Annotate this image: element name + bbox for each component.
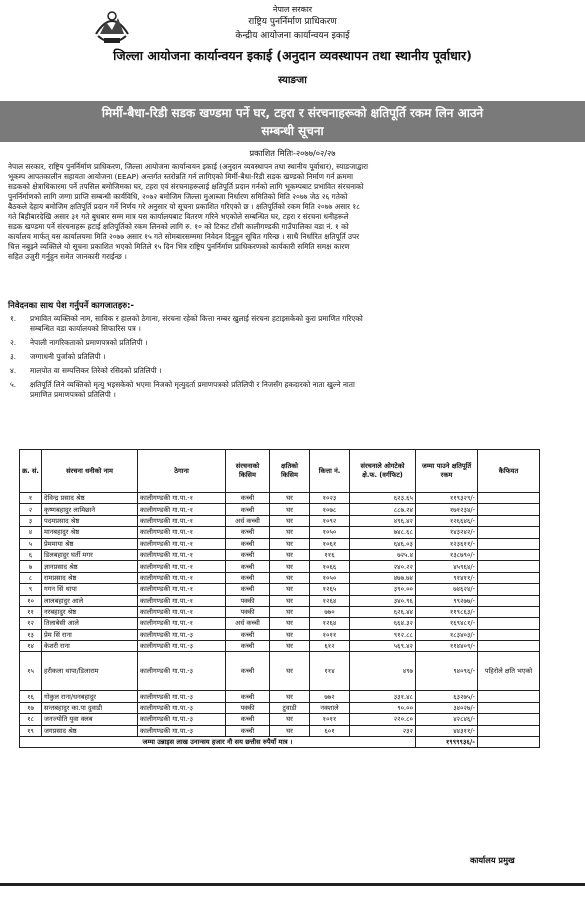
table-cell: ९१४११/-	[416, 572, 478, 583]
table-cell: १५	[20, 652, 42, 691]
table-cell: सन्तबहादुर का.पा दुवाडी	[42, 702, 138, 713]
table-cell	[478, 691, 540, 702]
table-cell: २३२	[350, 725, 416, 736]
column-header: जम्मा पाउने क्षतिपूर्ति रकम	[416, 450, 478, 493]
table-cell: जगप्रसाद श्रेष्ठ	[42, 725, 138, 736]
body-line: गते बिहीबारदेखि असार ३१ गते बुधबार सम्म मात्र यस कार्यालयबाट वितरण गरिने भएकोले सम्बन्धित घर, टहरा र संरचना धनीहरूले	[8, 212, 349, 221]
table-cell: कालीगण्डकी गा.पा.-१	[138, 538, 226, 549]
table-row	[20, 549, 540, 560]
table-cell: ४२८४६/-	[416, 714, 478, 725]
column-header: ठेगाना	[138, 450, 226, 493]
table-cell: घर	[270, 641, 310, 652]
table-cell: १	[20, 493, 42, 504]
table-cell: ५६९.४२	[350, 641, 416, 652]
table-cell: ६२६.४४	[350, 606, 416, 617]
table-cell: पक्की	[226, 702, 270, 713]
heading-line-1: मिर्मी-बैधा-रिडी सडक खण्डमा पर्ने घर, टहरा र संरचनाहरूको क्षतिपूर्ति रकम लिन आउने	[101, 106, 484, 120]
table-cell: कालीगण्डकी गा.पा.-१	[138, 493, 226, 504]
table-cell: ४९६.४२	[350, 515, 416, 526]
table-cell: १२६६४६/-	[416, 515, 478, 526]
table-cell: ७४६२४/-	[416, 584, 478, 595]
table-cell: घर	[270, 652, 310, 691]
table-cell: १०११	[310, 629, 350, 640]
body-line: भूकम्प आपतकालीन सहायता आयोजना (EEAP) अन्तर्गत स्तरोन्नति गर्न लागिएको मिर्मी-बैधा-रिडी सडक खण्डको निर्माण गर्न क्रममा	[8, 172, 353, 181]
table-cell: कच्ची	[226, 725, 270, 736]
table-cell	[478, 561, 540, 572]
table-cell: कालीगण्डकी गा.पा.-३	[138, 714, 226, 725]
body-line: सडक खण्डमा पर्ने संरचनाहरू हटाई क्षतिपूर्तिको रकम लिनको लागि रु. १० को टिकट टाँसी कालीगण्डकी गाउँपालिका वडा नं. १ को	[8, 222, 349, 231]
body-line: पुनर्निर्माणको लागि जग्गा प्राप्ति सम्बन्धी कार्यविधि, २०७२ बमोजिम जिल्ला मुआब्जा निर्धारण समितिको मिति २०७७ जेठ २६ गतेको	[8, 192, 348, 201]
requirement-number: १.	[10, 314, 17, 323]
table-row	[20, 618, 540, 629]
compensation-table	[19, 449, 540, 748]
table-cell: ६४६.०३	[350, 538, 416, 549]
table-cell: ६१२	[310, 641, 350, 652]
table-cell: १०६६	[310, 561, 350, 572]
published-date: प्रकाशित मितिः-२०७७/०२/२७	[249, 148, 336, 158]
body-line: सहित उजुरी गर्नुहुन समेत जानकारी गराईन्छ ।	[8, 252, 127, 261]
table-cell: घर	[270, 629, 310, 640]
table-cell: ४९७	[350, 652, 416, 691]
table-cell: घर	[270, 515, 310, 526]
table-cell: २२०.८०	[350, 714, 416, 725]
table-cell: ७४८.६८	[350, 527, 416, 538]
table-cell	[478, 572, 540, 583]
table-cell: ४५९६४/-	[416, 561, 478, 572]
column-header: संरचना धनीको नाम	[42, 450, 138, 493]
table-cell: २	[20, 504, 42, 515]
table-cell: घर	[270, 538, 310, 549]
table-cell: कालीगण्डकी गा.पा.-१	[138, 515, 226, 526]
table-cell: घर	[270, 504, 310, 515]
table-cell: अर्ध कच्ची	[226, 515, 270, 526]
table-row	[20, 595, 540, 606]
table-cell: १०११	[310, 714, 350, 725]
table-cell: ११६	[310, 549, 350, 560]
table-cell: घर	[270, 618, 310, 629]
table-body	[20, 493, 540, 748]
requirement-item	[10, 366, 550, 376]
body-line: कार्यालय मार्फत् यस कार्यालयमा मिति २०७७ असार १५ गते सोमबारसम्ममा निवेदन दिनुहुन सूचित गरिन्छ । साथै निर्धारित क्षतिपूर्ति उपर	[8, 232, 360, 241]
table-row	[20, 572, 540, 583]
table-row	[20, 641, 540, 652]
table-row	[20, 702, 540, 713]
table-cell: १३	[20, 629, 42, 640]
requirement-number: ५.	[10, 380, 17, 389]
column-header: कैफियत	[478, 450, 540, 493]
table-cell: ४७७.७४	[350, 572, 416, 583]
table-cell: मानबहादुर श्रेष्ठ	[42, 527, 138, 538]
table-cell: ९१२.८८	[350, 629, 416, 640]
table-cell: ११९८६३/-	[416, 606, 478, 617]
table-cell: ६२३.६५	[350, 493, 416, 504]
table-cell	[478, 527, 540, 538]
body-paragraph	[8, 162, 553, 262]
header-line-1: नेपाल सरकार	[272, 5, 313, 14]
table-cell: कृष्णबहादुर लामिछाने	[42, 504, 138, 515]
table-cell: ४४३११/-	[416, 725, 478, 736]
requirement-text: जग्गाधनी पुर्जाको प्रतिलिपी ।	[30, 352, 106, 361]
table-cell: घर	[270, 527, 310, 538]
table-cell: कच्ची	[226, 629, 270, 640]
table-row	[20, 584, 540, 595]
table-cell	[478, 618, 540, 629]
table-cell: ज्ञानप्रसाद श्रेष्ठ	[42, 561, 138, 572]
requirement-text: मालपोत वा सम्पत्तिकर तिरेको रसिदको प्रतिलिपी ।	[30, 366, 162, 375]
table-cell: ९	[20, 584, 42, 595]
table-cell: कालीगण्डकी गा.पा.-३	[138, 652, 226, 691]
table-row	[20, 725, 540, 736]
table-cell: १०	[20, 595, 42, 606]
table-cell: ५	[20, 538, 42, 549]
table-cell: ३	[20, 515, 42, 526]
table-cell: कच्ची	[226, 527, 270, 538]
table-cell: १०९२	[310, 515, 350, 526]
table-cell: अर्ध कच्ची	[226, 618, 270, 629]
table-cell	[478, 515, 540, 526]
table-cell: ३३१.४८	[350, 691, 416, 702]
table-cell: टुवाडी	[270, 702, 310, 713]
table-cell: कालीगण्डकी गा.पा.-१	[138, 595, 226, 606]
table-cell: घर	[270, 691, 310, 702]
table-row	[20, 714, 540, 725]
requirements-title: निवेदनका साथ पेश गर्नुपर्ने कागजातहरु:-	[8, 300, 134, 310]
table-cell: कालीगण्डकी गा.पा.-१	[138, 561, 226, 572]
requirement-item	[10, 314, 550, 334]
table-row	[20, 629, 540, 640]
table-cell: ८	[20, 572, 42, 583]
header-line-3: केन्द्रीय आयोजना कार्यान्वयन इकाई	[235, 31, 350, 41]
requirement-number: २.	[10, 338, 17, 347]
table-total-row	[20, 737, 540, 748]
column-header: कित्ता नं.	[310, 450, 350, 493]
table-cell: कालीगण्डकी गा.पा.-१	[138, 584, 226, 595]
table-cell: कालीगण्डकी गा.पा.-१	[138, 618, 226, 629]
table-cell	[478, 629, 540, 640]
table-cell	[478, 549, 540, 560]
table-cell	[478, 584, 540, 595]
requirement-item	[10, 380, 550, 400]
notice-heading	[0, 101, 585, 142]
table-header-row	[20, 450, 540, 493]
column-header: संरचनाको किसिम	[226, 450, 270, 493]
table-cell: १०६१	[310, 538, 350, 549]
table-cell	[478, 641, 540, 652]
table-cell: रामप्रसाद श्रेष्ठ	[42, 572, 138, 583]
header-line-4: जिल्ला आयोजना कार्यान्वयन इकाई (अनुदान व्यवस्थापन तथा स्थानीय पूर्वाधार)	[113, 48, 472, 63]
requirement-text: प्रभावित व्यक्तिको नाम, साविक र हालको ठेगाना, संरचना रहेको कित्ता नम्बर खुलाई संरचना हटाइसकेको कुरा प्रमाणित गरिएको	[30, 314, 363, 323]
table-cell: कालीगण्डकी गा.पा.-१	[138, 549, 226, 560]
body-line: सडकको क्षेत्राधिकारमा पर्ने तपसिल बमोजिमका घर, टहरा एवं संरचनाहरूलाई क्षतिपूर्ति प्रदान गर्नको लागि भूकम्पबाट प्रभावित संरचनाको	[8, 182, 364, 191]
total-value: १९९९९३६/-	[416, 737, 478, 748]
requirement-text: सम्बन्धित वडा कार्यालयको सिफारिस पत्र ।	[30, 324, 141, 333]
table-cell: कालीगण्डकी गा.पा.-३	[138, 691, 226, 702]
table-cell: ११	[20, 606, 42, 617]
bottom-divider	[0, 883, 585, 886]
heading-line-2: सम्बन्धी सूचना	[261, 124, 324, 138]
requirement-item	[10, 338, 550, 348]
requirement-number: ३.	[10, 352, 17, 361]
body-line: नेपाल सरकार, राष्ट्रिय पुनर्निर्माण प्राधिकरण, जिल्ला आयोजना कार्यान्वयन इकाई (अनुदान व्यवस्थापन तथा स्थानीय पूर्वाधार), स्याङजाद्वारा	[8, 162, 369, 171]
table-cell: ११४४०९/-	[416, 641, 478, 652]
header-line-2: राष्ट्रिय पुनर्निर्माण प्राधिकरण	[248, 17, 337, 27]
table-row	[20, 515, 540, 526]
table-cell: कच्ची	[226, 493, 270, 504]
table-cell: डिलबहादुर घर्ती मगर	[42, 549, 138, 560]
table-cell: १२६४	[310, 618, 350, 629]
table-cell: १४३२४२/-	[416, 527, 478, 538]
requirements-list	[10, 314, 550, 404]
table-cell: २४०.२२	[350, 561, 416, 572]
table-cell: पहिरोले क्षति भएको	[478, 652, 540, 691]
table-cell: प्रेममाया श्रेष्ठ	[42, 538, 138, 549]
table-row	[20, 561, 540, 572]
body-line: चित्त नबुझ्ने व्यक्तिले यो सूचना प्रकाशित भएको मितिले १५ दिन भित्र राष्ट्रिय पुनर्निर्माण प्राधिकरणको कार्यकारी समिति समक्ष कारण	[8, 242, 350, 251]
table-cell	[478, 702, 540, 713]
table-cell: १७१२३४/-	[416, 504, 478, 515]
body-line: बैठकले देहाय बमोजिम क्षतिपूर्ति प्रदान गर्ने निर्णय गरे अनुसार यो सूचना प्रकाशित गरिएको छ । क्षतिपूर्तिको रकम मिति २०७७ असार १८	[8, 202, 360, 211]
total-empty-cell	[478, 737, 540, 748]
table-cell: ११९३२९/-	[416, 493, 478, 504]
table-cell	[478, 595, 540, 606]
table-cell: घर	[270, 606, 310, 617]
table-cell	[478, 504, 540, 515]
requirement-text: नेपाली नागरिकताको प्रमाणपत्रको प्रतिलिपी ।	[30, 338, 148, 347]
table-cell	[478, 725, 540, 736]
table-cell: घर	[270, 725, 310, 736]
table-cell: १४	[20, 641, 42, 652]
table-cell: ६३२७५/-	[416, 691, 478, 702]
table-cell	[478, 493, 540, 504]
table-cell: ११४	[310, 652, 350, 691]
table-cell: ७२५.४	[350, 549, 416, 560]
table-cell: कालीगण्डकी गा.पा.-१	[138, 606, 226, 617]
table-cell: १०५०	[310, 572, 350, 583]
table-cell: कालीगण्डकी गा.पा.-१	[138, 527, 226, 538]
table-cell: ९०.००	[350, 702, 416, 713]
table-cell: ६०१	[310, 725, 350, 736]
table-cell	[478, 606, 540, 617]
table-cell: १६	[20, 691, 42, 702]
table-cell: १७	[20, 702, 42, 713]
table-cell: घर	[270, 493, 310, 504]
table-cell: तिलाबेसी आले	[42, 618, 138, 629]
table-cell: पदमप्रसाद श्रेष्ठ	[42, 515, 138, 526]
table-row	[20, 652, 540, 691]
requirement-number: ४.	[10, 366, 17, 375]
table-cell: नरबहादुर श्रेष्ठ	[42, 606, 138, 617]
table-cell: कालीगण्डकी गा.पा.-३	[138, 725, 226, 736]
table-cell: घर	[270, 572, 310, 583]
table-cell: लालबहादुर आले	[42, 595, 138, 606]
table-cell: कालीगण्डकी गा.पा.-३	[138, 641, 226, 652]
table-cell: जनज्योति युवा क्लब	[42, 714, 138, 725]
table-cell: पक्की	[226, 595, 270, 606]
table-cell: कच्ची	[226, 504, 270, 515]
table-row	[20, 527, 540, 538]
table-cell: १२३६११/-	[416, 538, 478, 549]
table-cell: १६९४८१/-	[416, 618, 478, 629]
table-cell: ६	[20, 549, 42, 560]
column-header: क्षतिको किसिम	[270, 450, 310, 493]
table-cell: ३४०२७/-	[416, 702, 478, 713]
table-cell: कच्ची	[226, 584, 270, 595]
table-cell: कच्ची	[226, 714, 270, 725]
table-cell: देविन्द्र प्रसाद श्रेष्ठ	[42, 493, 138, 504]
table-cell: नक्शाले	[310, 702, 350, 713]
table-cell: ९९२७७/-	[416, 595, 478, 606]
table-cell: घर	[270, 561, 310, 572]
table-cell: गगन सिं थापा	[42, 584, 138, 595]
table-cell: १८	[20, 714, 42, 725]
table-cell: कच्ची	[226, 549, 270, 560]
table-cell: १०५०	[310, 527, 350, 538]
table-cell: घर	[270, 584, 310, 595]
header-line-5: स्याङजा	[278, 75, 307, 86]
table-cell: ३९०.००	[350, 584, 416, 595]
signoff: कार्यालय प्रमुख	[470, 855, 515, 865]
table-cell: १३८७९०/-	[416, 549, 478, 560]
table-cell: १२	[20, 618, 42, 629]
table-row	[20, 538, 540, 549]
table-cell: कच्ची	[226, 641, 270, 652]
column-header: क्र. सं.	[20, 450, 42, 493]
table-cell: कालीगण्डकी गा.पा.-३	[138, 629, 226, 640]
table-cell: ७७२	[310, 691, 350, 702]
total-label: जम्मा उन्नाइस लाख उनान्सय हजार नौ सय छत्तीस रुपैयाँ मात्र ।	[20, 737, 416, 748]
table-cell: ८८७.२४	[350, 504, 416, 515]
table-row	[20, 493, 540, 504]
table-cell: घर	[270, 714, 310, 725]
table-cell: १०७८	[310, 504, 350, 515]
table-cell: कच्ची	[226, 572, 270, 583]
table-cell: १९	[20, 725, 42, 736]
table-cell: ९४०९६/-	[416, 652, 478, 691]
table-cell: ३४०.९६	[350, 595, 416, 606]
table-cell: ७७०	[310, 606, 350, 617]
table-cell: घर	[270, 549, 310, 560]
table-cell: १८३४०३/-	[416, 629, 478, 640]
table-row	[20, 606, 540, 617]
table-cell: कच्ची	[226, 561, 270, 572]
table-cell	[478, 714, 540, 725]
requirement-text: क्षतिपूर्ति लिने व्यक्तिको मृत्यु भइसकेको भएमा निजको मृत्युदर्ता प्रमाणपत्रको प्रतिलिपी र निजसँग हकदारको नाता खुल्ने नाता	[30, 380, 355, 389]
table-cell: केशरी राना	[42, 641, 138, 652]
column-header: संरचनाले ओगटेको क्षे.फ. (वर्गफिट)	[350, 450, 416, 493]
table-cell: कच्ची	[226, 652, 270, 691]
table-cell: १२६५	[310, 584, 350, 595]
table-cell: ४	[20, 527, 42, 538]
table-cell: कालीगण्डकी गा.पा.-१	[138, 504, 226, 515]
table-cell: पक्की	[226, 606, 270, 617]
table-cell: १२६४	[310, 595, 350, 606]
table-cell: ७	[20, 561, 42, 572]
table-row	[20, 504, 540, 515]
requirement-item	[10, 352, 550, 362]
table-cell: हरीकला थापा/डिलाराम	[42, 652, 138, 691]
table-cell: १०२३	[310, 493, 350, 504]
table-cell: कालीगण्डकी गा.पा.-३	[138, 702, 226, 713]
table-cell: गोकुल राना/धनबहादुर	[42, 691, 138, 702]
table-cell: प्रेम सिं राना	[42, 629, 138, 640]
table-cell: घर	[270, 595, 310, 606]
table-cell: ६६४.३२	[350, 618, 416, 629]
requirement-text: प्रमाणित प्रमाणपत्रको प्रतिलिपी ।	[30, 390, 116, 399]
table-cell	[478, 538, 540, 549]
table-cell: कालीगण्डकी गा.पा.-१	[138, 572, 226, 583]
table-cell: कच्ची	[226, 538, 270, 549]
table-cell: कच्ची	[226, 691, 270, 702]
table-row	[20, 691, 540, 702]
